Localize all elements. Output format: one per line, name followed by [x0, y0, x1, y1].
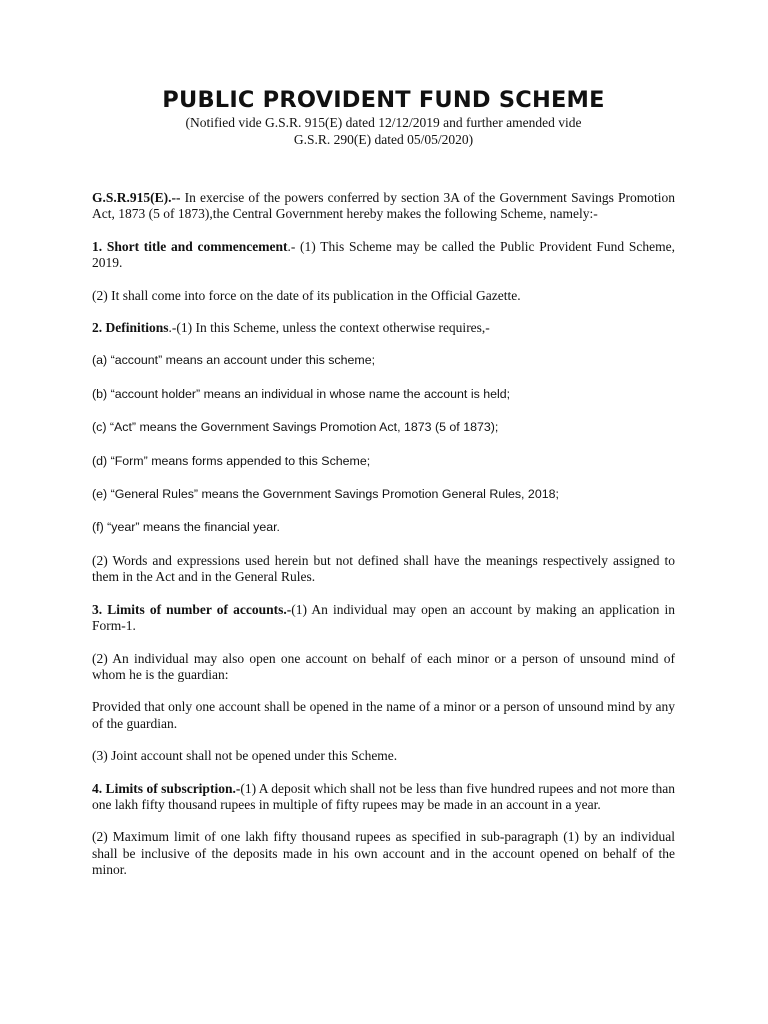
section-1-text: .- (1) This Scheme may be called the Public Provident Fund Scheme, 2019.	[92, 238, 675, 271]
section-4-text: (1) A deposit which shall not be less than five hundred rupees and not more than one lakh fifty thousand rupees in multiple of fifty rupees may be made in an account in a year.	[92, 780, 676, 812]
section-1-sub-2: (2) It shall come into force on the date of its publication in the Official Gazette.	[92, 287, 521, 303]
section-3-proviso: Provided that only one account shall be opened in the name of a minor or a person of unsound mind by any of the guardian.	[92, 699, 675, 731]
definition-item: (c) “Act” means the Government Savings Promotion Act, 1873 (5 of 1873);	[92, 420, 499, 435]
preamble-text: In exercise of the powers conferred by section 3A of the Government Savings Promotion Act, 1873 (5 of 1873),the Central Government hereby makes the following Scheme, namely:-	[92, 190, 675, 222]
section-2-sub-2: (2) Words and expressions used herein but not defined shall have the meanings respectively assigned to them in the Act and in the General Rules.	[92, 552, 675, 585]
preamble-paragraph	[92, 190, 675, 223]
section-2-heading: 2. Definitions	[92, 320, 169, 336]
section-2-text: .-(1) In this Scheme, unless the context otherwise requires,-	[168, 320, 490, 336]
section-4-sub-2: (2) Maximum limit of one lakh fifty thousand rupees as specified in sub-paragraph (1) by an individual shall be inclusive of the deposits made in his own account and in the account opened on behalf of the minor.	[92, 829, 675, 878]
definition-item: (d) “Form” means forms appended to this Scheme;	[92, 453, 371, 468]
section-1-heading: 1. Short title and commencement	[92, 238, 288, 254]
document-subtitle-line-1: (Notified vide G.S.R. 915(E) dated 12/12/2019 and further amended vide	[185, 115, 582, 130]
section-1-paragraph	[92, 239, 675, 272]
definition-item: (e) “General Rules” means the Government Savings Promotion General Rules, 2018;	[92, 487, 559, 502]
section-4-heading: 4. Limits of subscription.-	[92, 780, 241, 796]
section-3-text: (1) An individual may open an account by making an application in Form-1.	[92, 601, 675, 634]
definition-item: (a) “account” means an account under this scheme;	[92, 353, 376, 368]
document-subtitle-line-2: G.S.R. 290(E) dated 05/05/2020)	[293, 132, 474, 147]
document-body	[92, 190, 675, 879]
preamble-lead: G.S.R.915(E).--	[92, 190, 181, 205]
document-page	[92, 86, 675, 895]
section-2-paragraph	[92, 320, 675, 336]
section-3-heading: 3. Limits of number of accounts.-	[92, 601, 292, 617]
section-3-sub-3: (3) Joint account shall not be opened under this Scheme.	[92, 748, 398, 764]
definition-item: (f) “year” means the financial year.	[92, 520, 281, 535]
section-3-paragraph	[92, 602, 675, 635]
section-4-paragraph	[92, 781, 675, 814]
definition-item: (b) “account holder” means an individual in whose name the account is held;	[92, 386, 511, 401]
section-3-sub-2: (2) An individual may also open one account on behalf of each minor or a person of unsound mind of whom he is the guardian:	[92, 650, 675, 682]
document-title: PUBLIC PROVIDENT FUND SCHEME	[162, 87, 605, 113]
